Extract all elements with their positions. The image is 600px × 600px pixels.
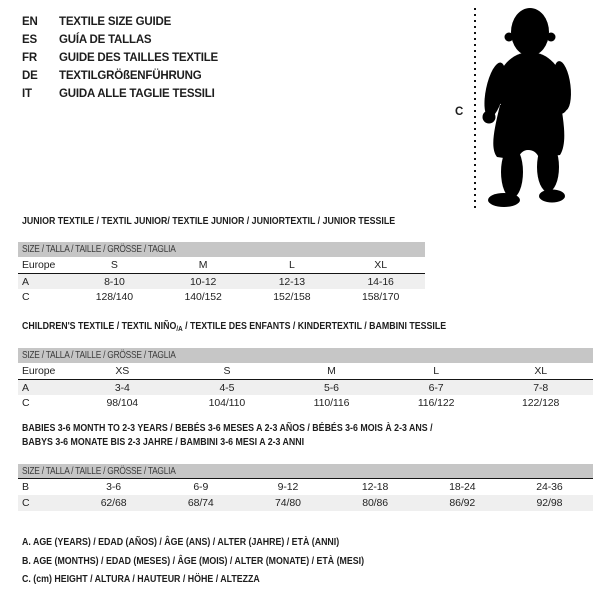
- baby-foot-left: [488, 193, 520, 207]
- table-row-height: [18, 395, 593, 411]
- height-cell: 128/140: [95, 291, 133, 303]
- language-title: GUÍA DE TALLAS: [59, 34, 152, 46]
- babies-title-line2: BABYS 3-6 MONATE BIS 2-3 JAHRE / BAMBINI 3-6 MESI A 2-3 ANNI: [22, 436, 305, 448]
- size-header-label: SIZE / TALLA / TAILLE / GRÖSSE / TAGLIA: [22, 350, 176, 361]
- size-cell: XL: [534, 365, 547, 377]
- children-table-title-text: [22, 319, 446, 336]
- height-cell: 152/158: [273, 291, 311, 303]
- children-table-title: [22, 319, 527, 336]
- size-cell: S: [110, 259, 118, 271]
- language-title: TEXTILE SIZE GUIDE: [59, 16, 172, 28]
- row-label: A: [22, 275, 29, 288]
- junior-table-title: [22, 214, 466, 228]
- table-row-height: [18, 289, 425, 305]
- language-row-it: [22, 85, 218, 103]
- table-row-age: [18, 273, 425, 289]
- size-header-bar: [18, 348, 593, 363]
- language-code: DE: [22, 70, 38, 82]
- row-label: Europe: [22, 259, 56, 271]
- baby-leg-right: [537, 142, 559, 192]
- language-code: FR: [22, 52, 37, 64]
- age-cell: 6-7: [428, 381, 444, 394]
- size-header-bar: [18, 242, 425, 257]
- age-cell: 3-4: [114, 381, 130, 394]
- height-cell: 122/128: [522, 397, 560, 409]
- height-cell: 92/98: [536, 497, 563, 509]
- height-cell: 68/74: [187, 497, 214, 509]
- height-cell: 74/80: [275, 497, 301, 509]
- language-code: EN: [22, 16, 38, 28]
- language-row-fr: [22, 49, 218, 67]
- months-cell: 6-9: [193, 481, 209, 493]
- height-cell: 140/152: [184, 291, 222, 303]
- height-cell: 62/68: [100, 497, 127, 509]
- language-row-es: [22, 31, 218, 49]
- legend-line-b: B. AGE (MONTHS) / EDAD (MESES) / ÂGE (MOIS) / ALTER (MONATE) / ETÀ (MESI): [22, 554, 365, 567]
- age-cell: 4-5: [219, 381, 235, 394]
- table-row-europe: [18, 363, 593, 379]
- size-cell: XS: [115, 365, 130, 377]
- row-label: C: [22, 497, 30, 509]
- language-title: GUIDA ALLE TAGLIE TESSILI: [59, 88, 215, 100]
- months-cell: 3-6: [106, 481, 122, 493]
- age-cell: 12-13: [278, 275, 306, 288]
- table-row-europe: [18, 257, 425, 273]
- months-cell: 18-24: [449, 481, 476, 493]
- title-subscript: /A: [176, 324, 183, 333]
- language-title: GUIDE DES TAILLES TEXTILE: [59, 52, 218, 64]
- baby-figure: [440, 0, 600, 220]
- row-label: B: [22, 481, 29, 493]
- size-cell: S: [223, 365, 231, 377]
- table-row-age: [18, 379, 593, 395]
- language-row-de: [22, 67, 218, 85]
- junior-table: [18, 242, 425, 305]
- legend-lines: [22, 533, 364, 589]
- table-row-height: [18, 495, 593, 511]
- babies-title-line1: BABIES 3-6 MONTH TO 2-3 YEARS / BEBÉS 3-6 MESES A 2-3 AÑOS / BÉBÉS 3-6 MOIS À 2-3 ANS /: [22, 422, 433, 434]
- babies-table: [18, 464, 593, 511]
- baby-foot-right: [539, 190, 565, 203]
- height-cell: 98/104: [106, 397, 139, 409]
- language-row-en: [22, 13, 218, 31]
- row-label: C: [22, 397, 30, 409]
- age-cell: 7-8: [533, 381, 549, 394]
- legend: [22, 533, 429, 589]
- height-cell: 80/86: [362, 497, 388, 509]
- months-cell: 12-18: [361, 481, 389, 493]
- size-header-bar: [18, 464, 593, 479]
- age-cell: 10-12: [189, 275, 217, 288]
- baby-shape: [480, 8, 573, 207]
- height-cell: 158/170: [361, 291, 400, 303]
- size-cell: XL: [374, 259, 387, 271]
- months-cell: 9-12: [277, 481, 299, 493]
- size-cell: L: [433, 365, 439, 377]
- size-header-label: SIZE / TALLA / TAILLE / GRÖSSE / TAGLIA: [22, 244, 176, 255]
- legend-line-c: C. (cm) HEIGHT / ALTURA / HAUTEUR / HÖHE / ALTEZZA: [22, 573, 260, 585]
- babies-table-title-text: [22, 421, 433, 449]
- size-header-label: SIZE / TALLA / TAILLE / GRÖSSE / TAGLIA: [22, 465, 176, 477]
- age-cell: 14-16: [367, 275, 394, 288]
- height-cell: 104/110: [208, 397, 246, 409]
- baby-silhouette-icon: [440, 0, 600, 220]
- height-cell: 86/92: [449, 497, 476, 509]
- baby-hand-left: [483, 111, 496, 124]
- baby-head: [511, 8, 549, 56]
- height-cell: 110/116: [313, 397, 350, 409]
- age-cell: 8-10: [104, 275, 125, 288]
- title-prefix: CHILDREN'S TEXTILE / TEXTIL NIÑO: [22, 320, 177, 332]
- age-cell: 5-6: [324, 381, 339, 394]
- language-code: ES: [22, 34, 37, 46]
- row-label: Europe: [22, 365, 56, 377]
- legend-line-a: A. AGE (YEARS) / EDAD (AÑOS) / ÂGE (ANS) / ALTER (JAHRE) / ETÀ (ANNI): [22, 536, 340, 548]
- language-code: IT: [22, 88, 32, 100]
- junior-table-title-text: JUNIOR TEXTILE / TEXTIL JUNIOR/ TEXTILE JUNIOR / JUNIORTEXTIL / JUNIOR TESSILE: [22, 215, 396, 227]
- height-marker-label: C: [455, 106, 464, 118]
- children-table: [18, 348, 593, 411]
- title-suffix: / TEXTILE DES ENFANTS / KINDERTEXTIL / BAMBINI TESSILE: [182, 320, 447, 332]
- row-label: A: [22, 381, 29, 394]
- months-cell: 24-36: [536, 481, 563, 493]
- language-title: TEXTILGRÖßENFÜHRUNG: [59, 70, 202, 82]
- size-cell: M: [327, 365, 336, 377]
- language-list: [22, 13, 218, 103]
- size-cell: M: [198, 259, 208, 271]
- size-cell: L: [289, 259, 295, 271]
- row-label: C: [22, 291, 30, 303]
- height-cell: 116/122: [417, 397, 455, 409]
- babies-table-title: [22, 421, 511, 449]
- baby-leg-left: [501, 146, 523, 198]
- table-row-months: [18, 479, 593, 495]
